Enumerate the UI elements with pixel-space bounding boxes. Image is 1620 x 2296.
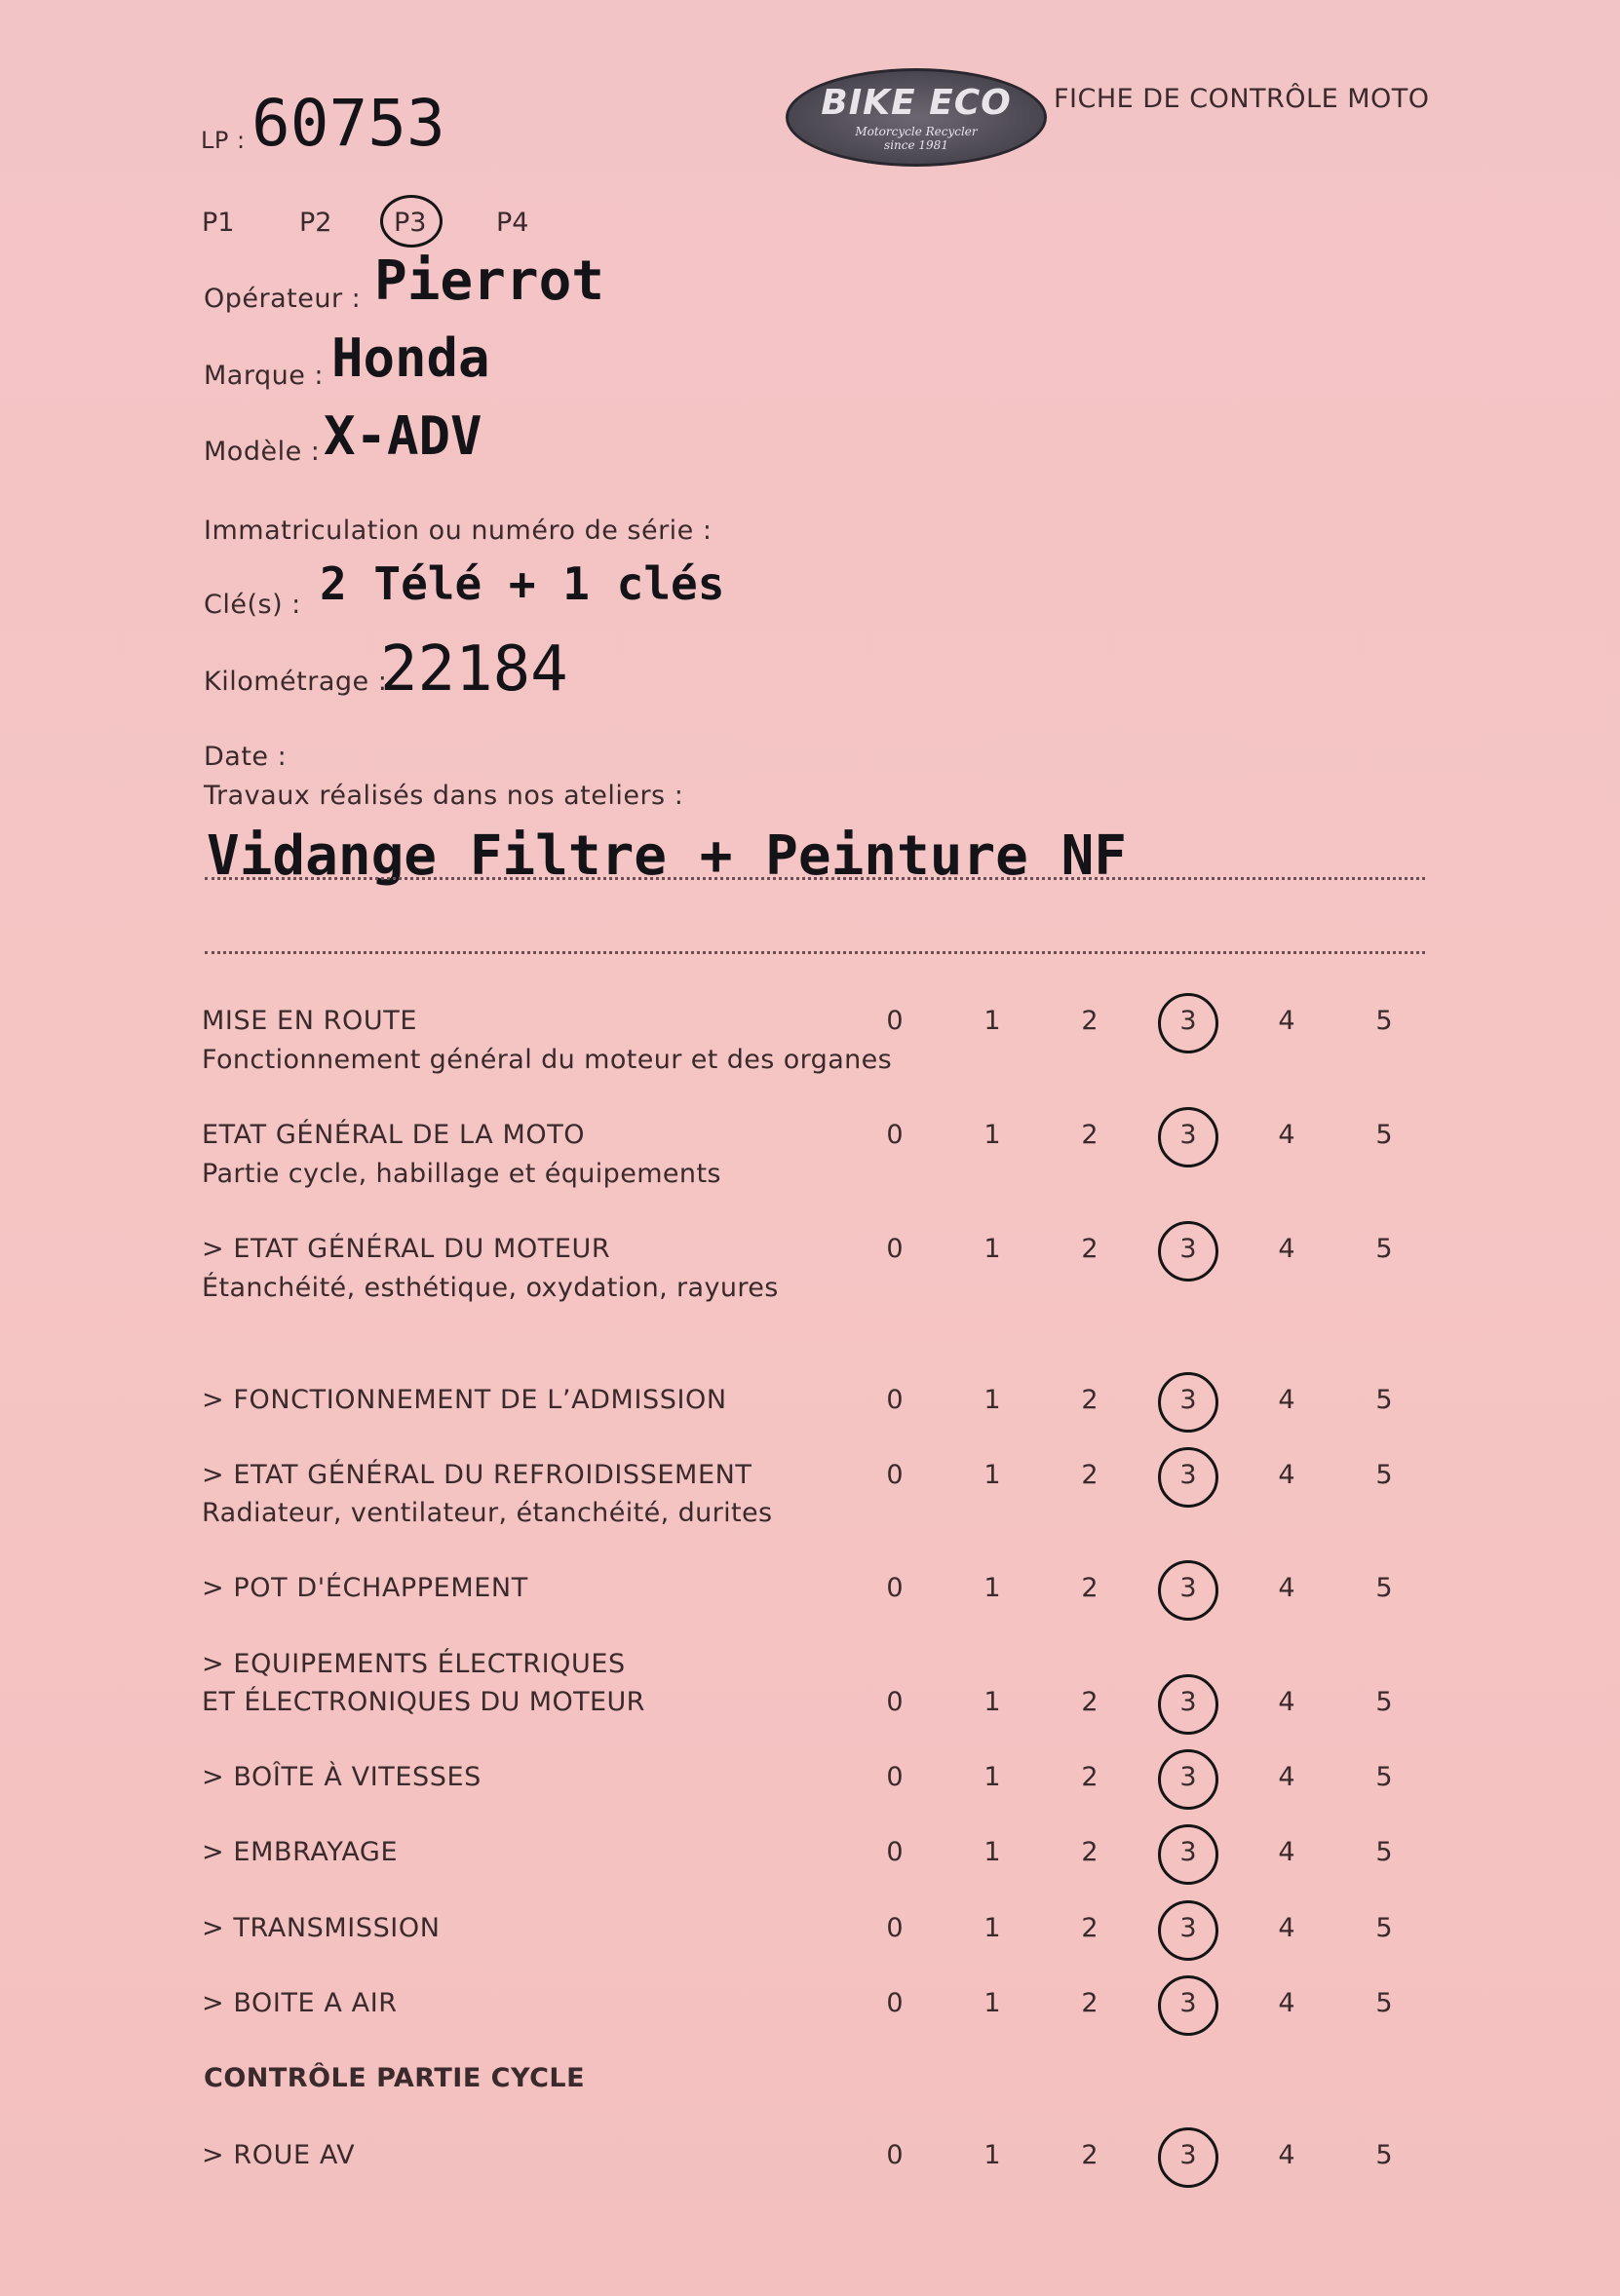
check-title: > EQUIPEMENTS ÉLECTRIQUES: [202, 1649, 626, 1679]
score-option-2: 2: [1081, 1385, 1099, 1415]
score-option-3: 3: [1179, 1837, 1197, 1867]
score-option-3: 3: [1179, 1234, 1197, 1264]
score-option-4: 4: [1278, 1120, 1295, 1150]
score-selected-circle: [1158, 1221, 1218, 1282]
score-option-0: 0: [886, 1120, 904, 1150]
score-option-4: 4: [1278, 1573, 1295, 1603]
check-title: > ETAT GÉNÉRAL DU REFROIDISSEMENT: [202, 1460, 752, 1490]
score-option-0: 0: [886, 1573, 904, 1603]
check-title: > ROUE AV: [202, 2140, 356, 2170]
check-title: > FONCTIONNEMENT DE L’ADMISSION: [202, 1385, 727, 1415]
score-option-0: 0: [886, 1460, 904, 1490]
score-option-0: 0: [886, 1687, 904, 1717]
score-option-5: 5: [1375, 1762, 1393, 1792]
date-label: Date :: [204, 742, 288, 772]
score-option-1: 1: [984, 1988, 1001, 2018]
score-option-1: 1: [984, 1120, 1001, 1150]
score-option-4: 4: [1278, 1988, 1295, 2018]
score-option-0: 0: [886, 1837, 904, 1867]
score-selected-circle: [1158, 1372, 1218, 1433]
score-option-1: 1: [984, 1573, 1001, 1603]
score-selected-circle: [1158, 1560, 1218, 1621]
score-option-0: 0: [886, 1006, 904, 1036]
score-selected-circle: [1158, 993, 1218, 1053]
works-label: Travaux réalisés dans nos ateliers :: [204, 781, 684, 811]
score-option-3: 3: [1179, 1385, 1197, 1415]
operator-label: Opérateur :: [204, 284, 362, 314]
lp-value: 60753: [251, 86, 445, 161]
score-option-5: 5: [1375, 1837, 1393, 1867]
mileage-label: Kilométrage :: [204, 667, 388, 697]
score-option-4: 4: [1278, 1006, 1295, 1036]
score-option-5: 5: [1375, 1460, 1393, 1490]
score-option-0: 0: [886, 1762, 904, 1792]
score-option-2: 2: [1081, 1837, 1099, 1867]
score-option-3: 3: [1179, 1573, 1197, 1603]
score-option-5: 5: [1375, 1913, 1393, 1943]
score-option-3: 3: [1179, 1988, 1197, 2018]
logo-line-2: since 1981: [884, 138, 948, 152]
logo-brand: BIKE ECO: [821, 83, 1012, 123]
score-option-2: 2: [1081, 1120, 1099, 1150]
score-option-5: 5: [1375, 1385, 1393, 1415]
score-option-4: 4: [1278, 1762, 1295, 1792]
check-title: > BOITE A AIR: [202, 1988, 398, 2018]
works-line-2: [205, 951, 1425, 954]
score-selected-circle: [1158, 1900, 1218, 1961]
score-option-2: 2: [1081, 1460, 1099, 1490]
position-p2: P2: [299, 208, 332, 238]
check-title: > EMBRAYAGE: [202, 1837, 399, 1867]
score-option-4: 4: [1278, 1385, 1295, 1415]
score-option-1: 1: [984, 1837, 1001, 1867]
score-selected-circle: [1158, 1749, 1218, 1810]
score-option-3: 3: [1179, 2140, 1197, 2170]
score-option-1: 1: [984, 1762, 1001, 1792]
score-option-0: 0: [886, 2140, 904, 2170]
score-option-2: 2: [1081, 1762, 1099, 1792]
score-selected-circle: [1158, 1447, 1218, 1508]
score-option-4: 4: [1278, 2140, 1295, 2170]
score-option-3: 3: [1179, 1913, 1197, 1943]
logo-line-1: Motorcycle Recycler: [855, 125, 978, 138]
score-option-2: 2: [1081, 1988, 1099, 2018]
keys-value: 2 Télé + 1 clés: [320, 557, 725, 610]
score-option-1: 1: [984, 2140, 1001, 2170]
works-value: Vidange Filtre + Peinture NF: [207, 824, 1128, 888]
check-title: > POT D'ÉCHAPPEMENT: [202, 1573, 528, 1603]
score-selected-circle: [1158, 1107, 1218, 1167]
lp-label: LP :: [201, 127, 246, 154]
mileage-value: 22184: [380, 633, 568, 706]
score-selected-circle: [1158, 1674, 1218, 1735]
score-option-3: 3: [1179, 1120, 1197, 1150]
model-value: X-ADV: [324, 405, 482, 467]
score-option-5: 5: [1375, 1573, 1393, 1603]
check-subtitle: Fonctionnement général du moteur et des organes: [202, 1045, 893, 1075]
score-option-5: 5: [1375, 1234, 1393, 1264]
score-option-5: 5: [1375, 1120, 1393, 1150]
check-title: > ETAT GÉNÉRAL DU MOTEUR: [202, 1234, 611, 1264]
brand-value: Honda: [331, 327, 490, 389]
check-title: > TRANSMISSION: [202, 1913, 441, 1943]
score-option-5: 5: [1375, 1006, 1393, 1036]
score-option-4: 4: [1278, 1837, 1295, 1867]
score-option-1: 1: [984, 1234, 1001, 1264]
score-option-0: 0: [886, 1913, 904, 1943]
check-subtitle: Partie cycle, habillage et équipements: [202, 1159, 721, 1189]
position-p4: P4: [496, 208, 529, 238]
check-title: ETAT GÉNÉRAL DE LA MOTO: [202, 1120, 586, 1150]
score-selected-circle: [1158, 1975, 1218, 2036]
score-option-5: 5: [1375, 2140, 1393, 2170]
document-title: FICHE DE CONTRÔLE MOTO: [1054, 84, 1430, 114]
registration-label: Immatriculation ou numéro de série :: [204, 516, 713, 546]
logo-tagline: [789, 125, 1044, 152]
score-option-2: 2: [1081, 1006, 1099, 1036]
score-option-2: 2: [1081, 1573, 1099, 1603]
score-option-0: 0: [886, 1988, 904, 2018]
keys-label: Clé(s) :: [204, 590, 301, 620]
operator-value: Pierrot: [374, 249, 605, 313]
score-option-2: 2: [1081, 1913, 1099, 1943]
score-selected-circle: [1158, 2127, 1218, 2188]
check-title: MISE EN ROUTE: [202, 1006, 418, 1036]
check-subtitle: Radiateur, ventilateur, étanchéité, durites: [202, 1498, 773, 1528]
check-title: > BOÎTE À VITESSES: [202, 1762, 482, 1792]
score-option-2: 2: [1081, 1687, 1099, 1717]
score-option-3: 3: [1179, 1762, 1197, 1792]
model-label: Modèle :: [204, 437, 321, 467]
score-selected-circle: [1158, 1824, 1218, 1885]
score-option-1: 1: [984, 1006, 1001, 1036]
score-option-1: 1: [984, 1460, 1001, 1490]
score-option-3: 3: [1179, 1687, 1197, 1717]
bike-eco-logo: [786, 68, 1047, 167]
score-option-5: 5: [1375, 1988, 1393, 2018]
score-option-5: 5: [1375, 1687, 1393, 1717]
score-option-3: 3: [1179, 1460, 1197, 1490]
score-option-2: 2: [1081, 1234, 1099, 1264]
brand-label: Marque :: [204, 361, 325, 391]
score-option-3: 3: [1179, 1006, 1197, 1036]
score-option-4: 4: [1278, 1687, 1295, 1717]
score-option-1: 1: [984, 1913, 1001, 1943]
position-p1: P1: [202, 208, 235, 238]
score-option-4: 4: [1278, 1234, 1295, 1264]
score-option-4: 4: [1278, 1460, 1295, 1490]
check-subtitle: ET ÉLECTRONIQUES DU MOTEUR: [202, 1687, 645, 1717]
score-option-1: 1: [984, 1687, 1001, 1717]
score-option-1: 1: [984, 1385, 1001, 1415]
position-p3: P3: [394, 208, 427, 238]
score-option-2: 2: [1081, 2140, 1099, 2170]
score-option-4: 4: [1278, 1913, 1295, 1943]
cycle-section-title: CONTRÔLE PARTIE CYCLE: [204, 2063, 586, 2093]
works-line-1: [205, 877, 1425, 880]
check-subtitle: Étanchéité, esthétique, oxydation, rayures: [202, 1273, 779, 1303]
score-option-0: 0: [886, 1234, 904, 1264]
score-option-0: 0: [886, 1385, 904, 1415]
